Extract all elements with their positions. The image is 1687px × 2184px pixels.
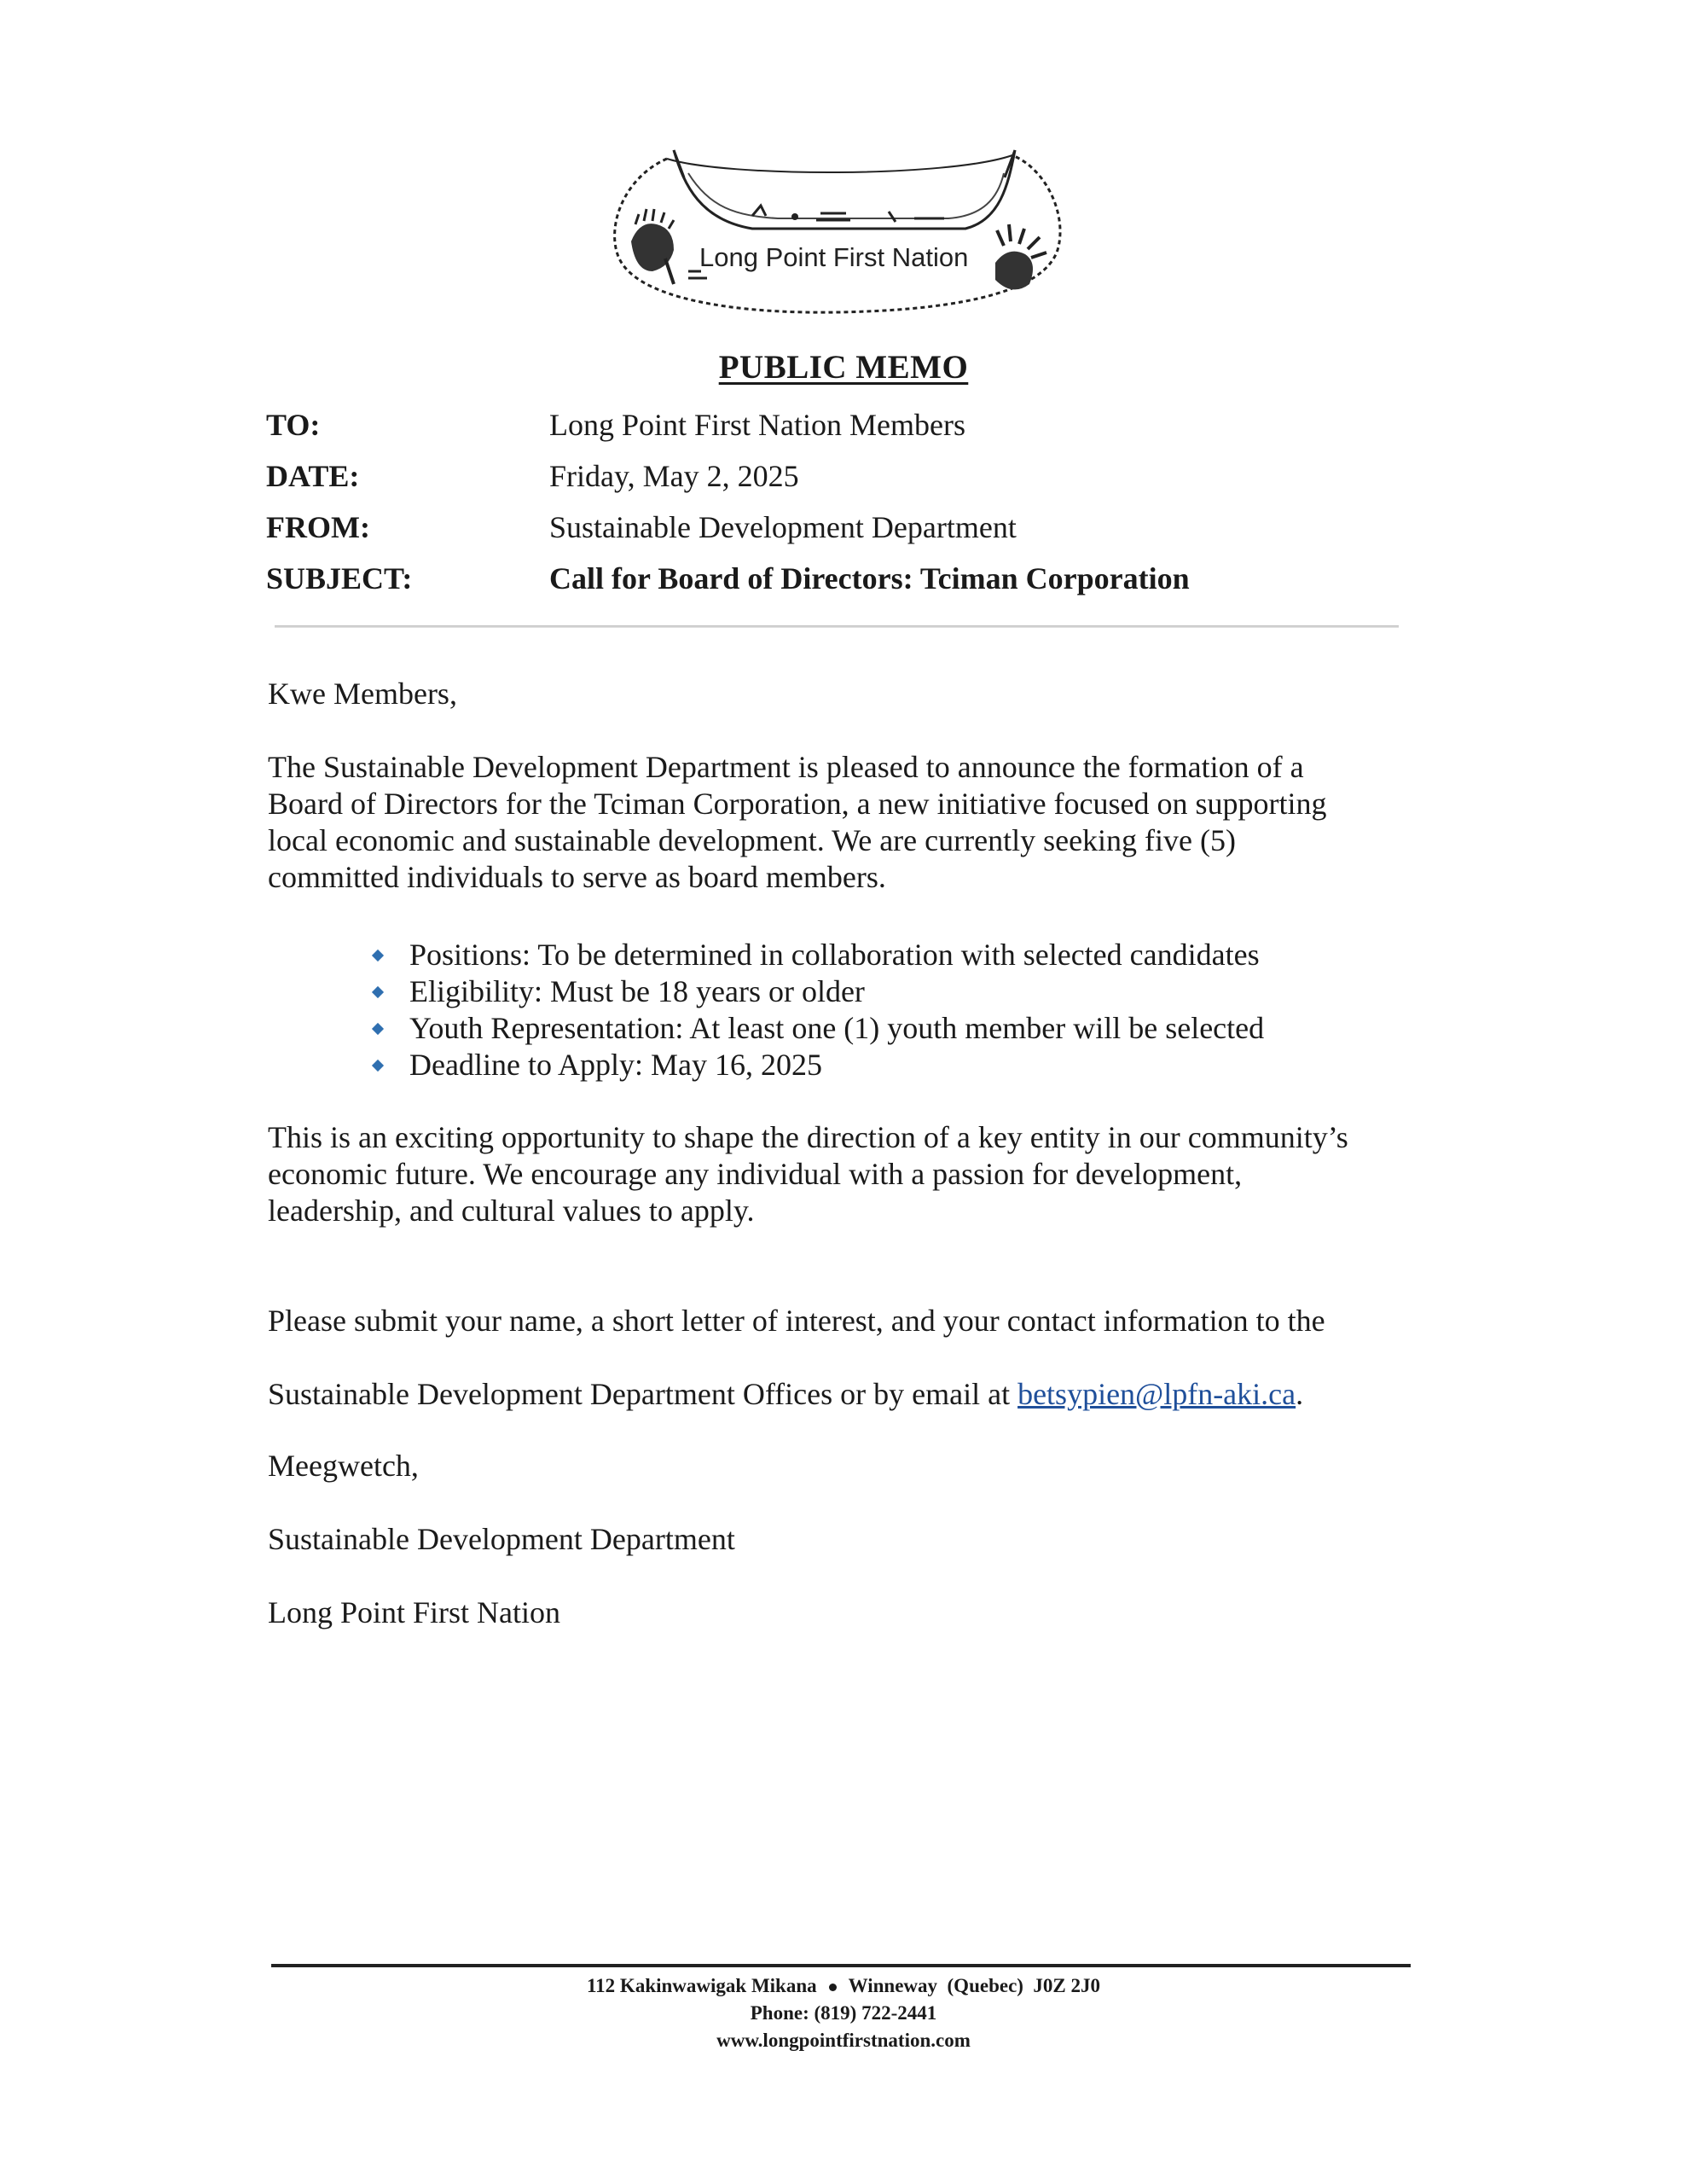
memo-title: PUBLIC MEMO: [718, 349, 969, 386]
list-item: [374, 1010, 1264, 1047]
greeting: Kwe Members,: [268, 677, 457, 711]
submit-line-1: Please submit your name, a short letter of interest, and your contact information to the: [268, 1304, 1325, 1338]
bullet-dot-icon: [829, 1984, 837, 1991]
closing-block: [268, 1411, 735, 1668]
list-item-text: Positions: To be determined in collaboration with selected candidates: [409, 938, 1260, 972]
list-item-text: Deadline to Apply: May 16, 2025: [409, 1048, 822, 1082]
footer-city: Winneway (Quebec) J0Z 2J0: [848, 1975, 1101, 1996]
email-link[interactable]: betsypien@lpfn-aki.ca: [1017, 1377, 1296, 1411]
diamond-bullet-icon: [372, 950, 384, 961]
submit-line-2-text: Sustainable Development Department Offices or by email at: [268, 1377, 1018, 1411]
header-to-value: Long Point First Nation Members: [549, 408, 965, 442]
opportunity-paragraph: This is an exciting opportunity to shape the direction of a key entity in our community’s economic future. We encourage any individual with a passion for development, leadership, and cultural values to apply.: [268, 1120, 1348, 1228]
canoe-logo-graphic: [607, 143, 1068, 318]
footer-website[interactable]: www.longpointfirstnation.com: [716, 2030, 971, 2051]
header-to-label: TO:: [266, 408, 321, 442]
footer-phone: Phone: (819) 722-2441: [750, 2002, 937, 2024]
list-item-text: Youth Representation: At least one (1) youth member will be selected: [409, 1011, 1265, 1045]
details-list: [374, 937, 1264, 1083]
closing-department: Sustainable Development Department: [268, 1522, 735, 1556]
footer: [0, 1972, 1687, 2054]
organization-logo: [607, 143, 1068, 318]
header-date-value: Friday, May 2, 2025: [549, 459, 799, 493]
diamond-bullet-icon: [372, 986, 384, 998]
header-divider: [275, 625, 1399, 628]
logo-text: Long Point First Nation: [699, 242, 969, 272]
footer-address: 112 Kakinwawigak Mikana: [586, 1975, 817, 1996]
header-subject-value: Call for Board of Directors: Tciman Corporation: [549, 561, 1190, 595]
signoff: Meegwetch,: [268, 1449, 419, 1483]
header-date-label: DATE:: [266, 459, 360, 493]
header-subject-label: SUBJECT:: [266, 561, 413, 595]
list-item: [374, 973, 1264, 1010]
footer-address-line: [0, 1972, 1687, 2000]
list-item: [374, 1047, 1264, 1083]
footer-divider: [271, 1964, 1411, 1967]
header-from-value: Sustainable Development Department: [549, 510, 1017, 544]
intro-paragraph: The Sustainable Development Department is pleased to announce the formation of a Board of Directors for the Tciman Corporation, a new initiative focused on supporting local economic and sustainable development. We are currently seeking five (5) committed individuals to serve as board members.: [268, 750, 1327, 894]
diamond-bullet-icon: [372, 1060, 384, 1072]
list-item: [374, 937, 1264, 973]
header-from-label: FROM:: [266, 510, 370, 544]
submit-line-end: .: [1296, 1377, 1304, 1411]
diamond-bullet-icon: [372, 1023, 384, 1035]
list-item-text: Eligibility: Must be 18 years or older: [409, 974, 865, 1008]
closing-organization: Long Point First Nation: [268, 1595, 561, 1629]
submit-line-2: [268, 1376, 1325, 1413]
